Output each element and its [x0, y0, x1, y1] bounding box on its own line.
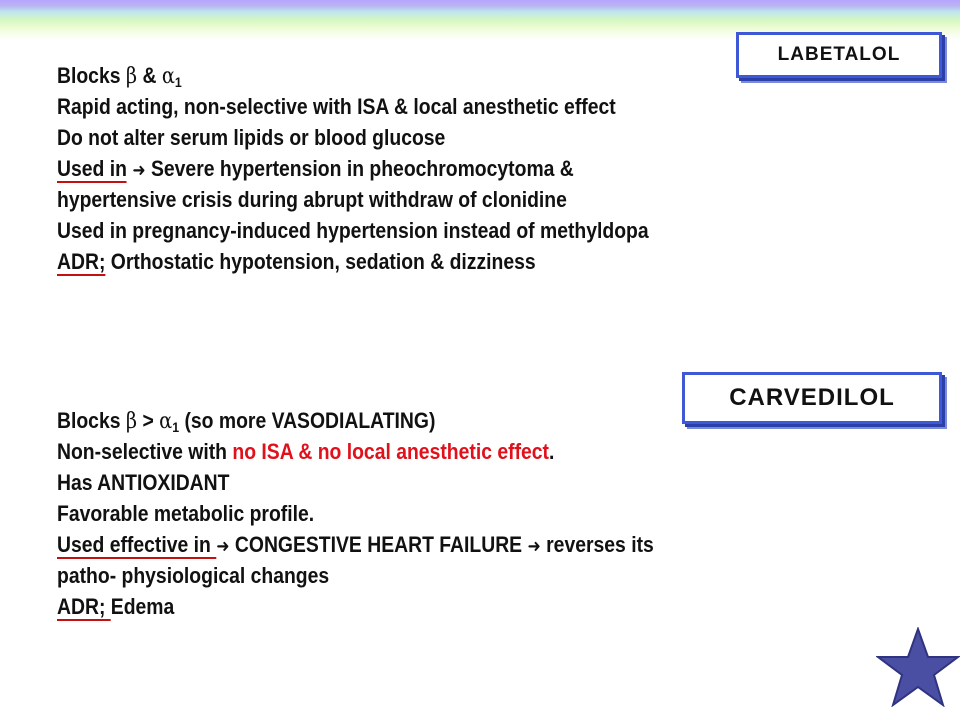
text: >: [137, 408, 160, 433]
carvedilol-line-1: [57, 405, 831, 436]
text: Orthostatic hypotension, sedation & dizziness: [105, 249, 536, 274]
text: (so more VASODIALATING): [179, 408, 436, 433]
text: .: [549, 439, 555, 464]
carvedilol-line-4: Favorable metabolic profile.: [57, 501, 315, 526]
star-icon: [876, 627, 960, 707]
text: &: [137, 63, 162, 88]
carvedilol-title: CARVEDILOL: [729, 384, 895, 411]
text: CONGESTIVE HEART FAILURE: [229, 532, 528, 557]
carvedilol-line-5: [57, 529, 831, 560]
labetalol-line-6: Used in pregnancy-induced hypertension instead of methyldopa: [57, 218, 649, 243]
adr-label: ADR;: [57, 249, 106, 274]
beta-symbol: β: [125, 64, 138, 89]
text: Severe hypertension in pheochromocytoma &: [145, 156, 574, 181]
labetalol-line-5: hypertensive crisis during abrupt withdraw of clonidine: [57, 187, 567, 212]
carvedilol-section: [57, 405, 937, 622]
text: Edema: [110, 594, 175, 619]
labetalol-line-1: [57, 60, 831, 91]
highlight-text: no ISA & no local anesthetic effect: [232, 439, 550, 464]
text: Non-selective with: [57, 439, 233, 464]
alpha-symbol: α: [159, 409, 173, 434]
carvedilol-line-7: [57, 591, 831, 622]
used-in-label: Used in: [57, 156, 127, 181]
text: reverses its: [540, 532, 654, 557]
carvedilol-line-2: [57, 436, 831, 467]
used-effective-label: Used effective in: [57, 532, 217, 557]
labetalol-section: [57, 60, 937, 277]
labetalol-line-2: Rapid acting, non-selective with ISA & local anesthetic effect: [57, 94, 616, 119]
labetalol-line-4: [57, 153, 831, 184]
labetalol-line-7: [57, 246, 831, 277]
alpha-symbol: α: [161, 64, 175, 89]
carvedilol-line-3: Has ANTIOXIDANT: [57, 470, 230, 495]
subscript: 1: [174, 74, 182, 90]
text: Blocks: [57, 63, 126, 88]
labetalol-line-3: Do not alter serum lipids or blood glucose: [57, 125, 446, 150]
text: Blocks: [57, 408, 126, 433]
arrow-right-icon: ➜: [216, 536, 230, 557]
subscript: 1: [172, 419, 180, 435]
arrow-right-icon: ➜: [132, 160, 146, 181]
labetalol-title: LABETALOL: [777, 44, 901, 65]
beta-symbol: β: [125, 409, 138, 434]
adr-label: ADR;: [57, 594, 111, 619]
carvedilol-line-6: patho- physiological changes: [57, 563, 330, 588]
arrow-right-icon: ➜: [527, 536, 541, 557]
